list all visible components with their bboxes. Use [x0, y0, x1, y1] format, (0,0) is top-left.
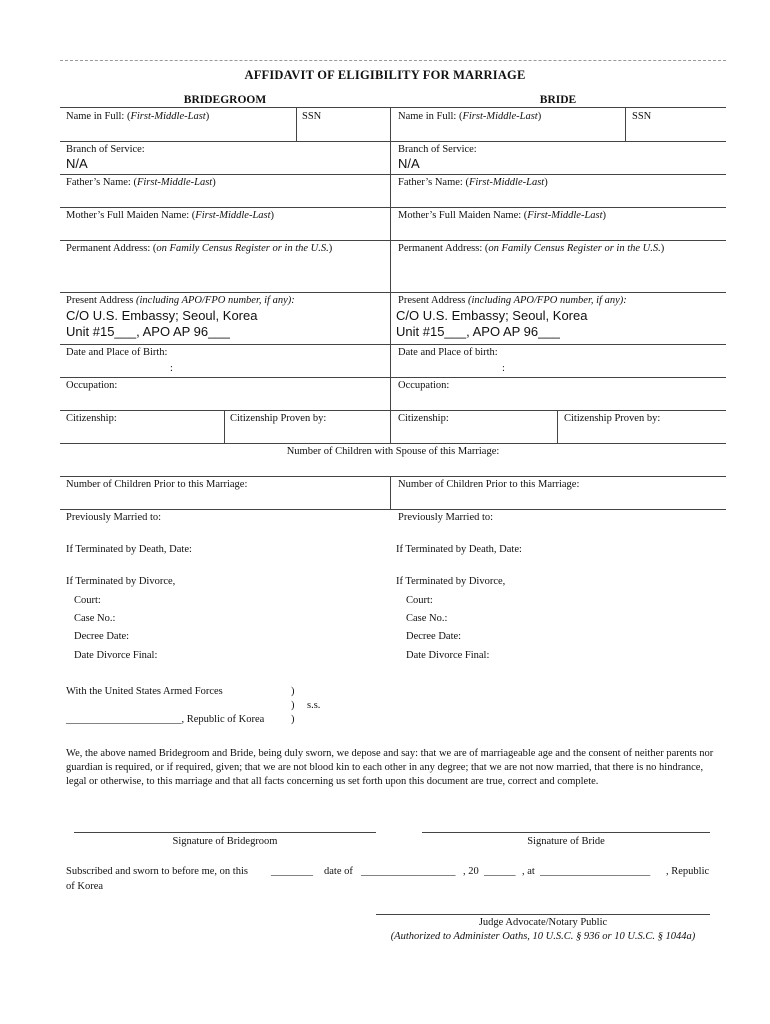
- bridegroom-signature-label: Signature of Bridegroom: [172, 836, 278, 847]
- rule: [60, 410, 726, 411]
- bride-father-field[interactable]: Father’s Name: (First-Middle-Last): [398, 177, 548, 188]
- bride-permanent-address-field[interactable]: Permanent Address: (on Family Census Register or in the U.S.): [398, 243, 665, 254]
- bride-death-date-field[interactable]: If Terminated by Death, Date:: [396, 544, 522, 555]
- venue-paren: ): [291, 714, 295, 725]
- venue-line2[interactable]: ______________________, Republic of Korea: [66, 714, 265, 725]
- rule: [60, 443, 726, 444]
- bridegroom-present-address-line1[interactable]: C/O U.S. Embassy; Seoul, Korea: [66, 308, 258, 323]
- subscribed-day-blank[interactable]: ________: [271, 866, 313, 877]
- bride-divorce-final-field[interactable]: Date Divorce Final:: [406, 650, 490, 661]
- bridegroom-branch-value[interactable]: N/A: [66, 156, 88, 171]
- bridegroom-decree-date-field[interactable]: Decree Date:: [74, 631, 130, 642]
- bridegroom-father-field[interactable]: Father’s Name: (First-Middle-Last): [66, 177, 216, 188]
- oath-paragraph: We, the above named Bridegroom and Bride, being duly sworn, we depose and say: that we are of marriageable age and the consent of neither parents nor guardian is required, or if required, given; that we are not blood kin to each other in any degree; that we are not now married, that there is no hindrance, legal or otherwise, to this marriage and that all facts concerning us set forth upon this document are true, correct and complete.: [66, 748, 714, 787]
- notary-authority: (Authorized to Administer Oaths, 10 U.S.C. § 936 or 10 U.S.C. § 1044a): [390, 931, 696, 942]
- citizenship-divider-left: [224, 410, 225, 443]
- children-with-spouse-field[interactable]: Number of Children with Spouse of this Marriage:: [286, 446, 500, 457]
- subscribed-text: Subscribed and sworn to before me, on this: [66, 866, 248, 877]
- bride-birth-separator[interactable]: :: [502, 363, 505, 374]
- bridegroom-header: BRIDEGROOM: [183, 94, 267, 106]
- bridegroom-present-address-label: Present Address (including APO/FPO number, if any):: [66, 295, 295, 306]
- bride-header: BRIDE: [539, 94, 577, 106]
- subscribed-republic: , Republic: [666, 866, 710, 877]
- bridegroom-case-field[interactable]: Case No.:: [74, 613, 116, 624]
- subscribed-year-prefix: , 20: [463, 866, 479, 877]
- bride-citizenship-proven-field[interactable]: Citizenship Proven by:: [564, 413, 661, 424]
- notary-title: Judge Advocate/Notary Public: [478, 917, 608, 928]
- bride-children-prior-field[interactable]: Number of Children Prior to this Marriage:: [398, 479, 580, 490]
- rule: [60, 141, 726, 142]
- bridegroom-previously-married-field[interactable]: Previously Married to:: [66, 512, 162, 523]
- bride-divorce-label: If Terminated by Divorce,: [396, 576, 506, 587]
- bridegroom-court-field[interactable]: Court:: [74, 595, 101, 606]
- venue-paren: ): [291, 700, 295, 711]
- rule: [60, 344, 726, 345]
- subscribed-korea: of Korea: [66, 881, 104, 892]
- bridegroom-occupation-field[interactable]: Occupation:: [66, 380, 118, 391]
- bride-previously-married-field[interactable]: Previously Married to:: [398, 512, 494, 523]
- bride-signature-line[interactable]: [422, 832, 710, 833]
- bride-present-address-line1[interactable]: C/O U.S. Embassy; Seoul, Korea: [396, 308, 588, 323]
- bridegroom-permanent-address-field[interactable]: Permanent Address: (on Family Census Register or in the U.S.): [66, 243, 333, 254]
- rule: [60, 377, 726, 378]
- rule: [60, 476, 726, 477]
- bridegroom-name-field[interactable]: Name in Full: (First-Middle-Last): [66, 111, 210, 122]
- column-divider: [390, 107, 391, 444]
- rule: [60, 292, 726, 293]
- bridegroom-birth-separator[interactable]: :: [170, 363, 173, 374]
- bride-ssn-field[interactable]: SSN: [632, 111, 652, 122]
- bridegroom-divorce-final-field[interactable]: Date Divorce Final:: [74, 650, 158, 661]
- bride-birth-label: Date and Place of birth:: [398, 347, 498, 358]
- venue-paren: ): [291, 686, 295, 697]
- bride-case-field[interactable]: Case No.:: [406, 613, 448, 624]
- top-dashed-rule: [60, 60, 726, 61]
- citizenship-divider-right: [557, 410, 558, 443]
- bridegroom-divorce-label: If Terminated by Divorce,: [66, 576, 176, 587]
- bride-branch-label: Branch of Service:: [398, 144, 477, 155]
- bride-court-field[interactable]: Court:: [406, 595, 433, 606]
- bridegroom-death-date-field[interactable]: If Terminated by Death, Date:: [66, 544, 192, 555]
- bride-present-address-label: Present Address (including APO/FPO number, if any):: [398, 295, 627, 306]
- bride-branch-value[interactable]: N/A: [398, 156, 420, 171]
- bridegroom-branch-label: Branch of Service:: [66, 144, 145, 155]
- bride-decree-date-field[interactable]: Decree Date:: [406, 631, 462, 642]
- bride-occupation-field[interactable]: Occupation:: [398, 380, 450, 391]
- venue-line1: With the United States Armed Forces: [66, 686, 223, 697]
- venue-ss: s.s.: [307, 700, 321, 711]
- rule: [60, 107, 726, 108]
- bridegroom-ssn-field[interactable]: SSN: [302, 111, 322, 122]
- bridegroom-mother-field[interactable]: Mother’s Full Maiden Name: (First-Middle-Last): [66, 210, 275, 221]
- form-title: AFFIDAVIT OF ELIGIBILITY FOR MARRIAGE: [244, 68, 526, 82]
- rule: [60, 207, 726, 208]
- subscribed-month-blank[interactable]: __________________: [361, 866, 456, 877]
- bridegroom-signature-line[interactable]: [74, 832, 376, 833]
- bridegroom-citizenship-proven-field[interactable]: Citizenship Proven by:: [230, 413, 327, 424]
- bride-signature-label: Signature of Bride: [527, 836, 605, 847]
- bridegroom-present-address-line2[interactable]: Unit #15___, APO AP 96___: [66, 324, 230, 339]
- ssn-divider-left: [296, 107, 297, 141]
- subscribed-place-blank[interactable]: _____________________: [540, 866, 651, 877]
- ssn-divider-right: [625, 107, 626, 141]
- bride-name-field[interactable]: Name in Full: (First-Middle-Last): [398, 111, 542, 122]
- rule: [60, 509, 726, 510]
- rule: [60, 174, 726, 175]
- bridegroom-birth-label: Date and Place of Birth:: [66, 347, 168, 358]
- bride-present-address-line2[interactable]: Unit #15___, APO AP 96___: [396, 324, 560, 339]
- column-divider: [390, 476, 391, 509]
- bridegroom-children-prior-field[interactable]: Number of Children Prior to this Marriage:: [66, 479, 248, 490]
- rule: [60, 240, 726, 241]
- subscribed-year-blank[interactable]: ______: [484, 866, 516, 877]
- bride-citizenship-field[interactable]: Citizenship:: [398, 413, 449, 424]
- subscribed-at: , at: [522, 866, 535, 877]
- bridegroom-citizenship-field[interactable]: Citizenship:: [66, 413, 117, 424]
- bride-mother-field[interactable]: Mother’s Full Maiden Name: (First-Middle-Last): [398, 210, 607, 221]
- subscribed-date-of: date of: [324, 866, 353, 877]
- notary-signature-line[interactable]: [376, 914, 710, 915]
